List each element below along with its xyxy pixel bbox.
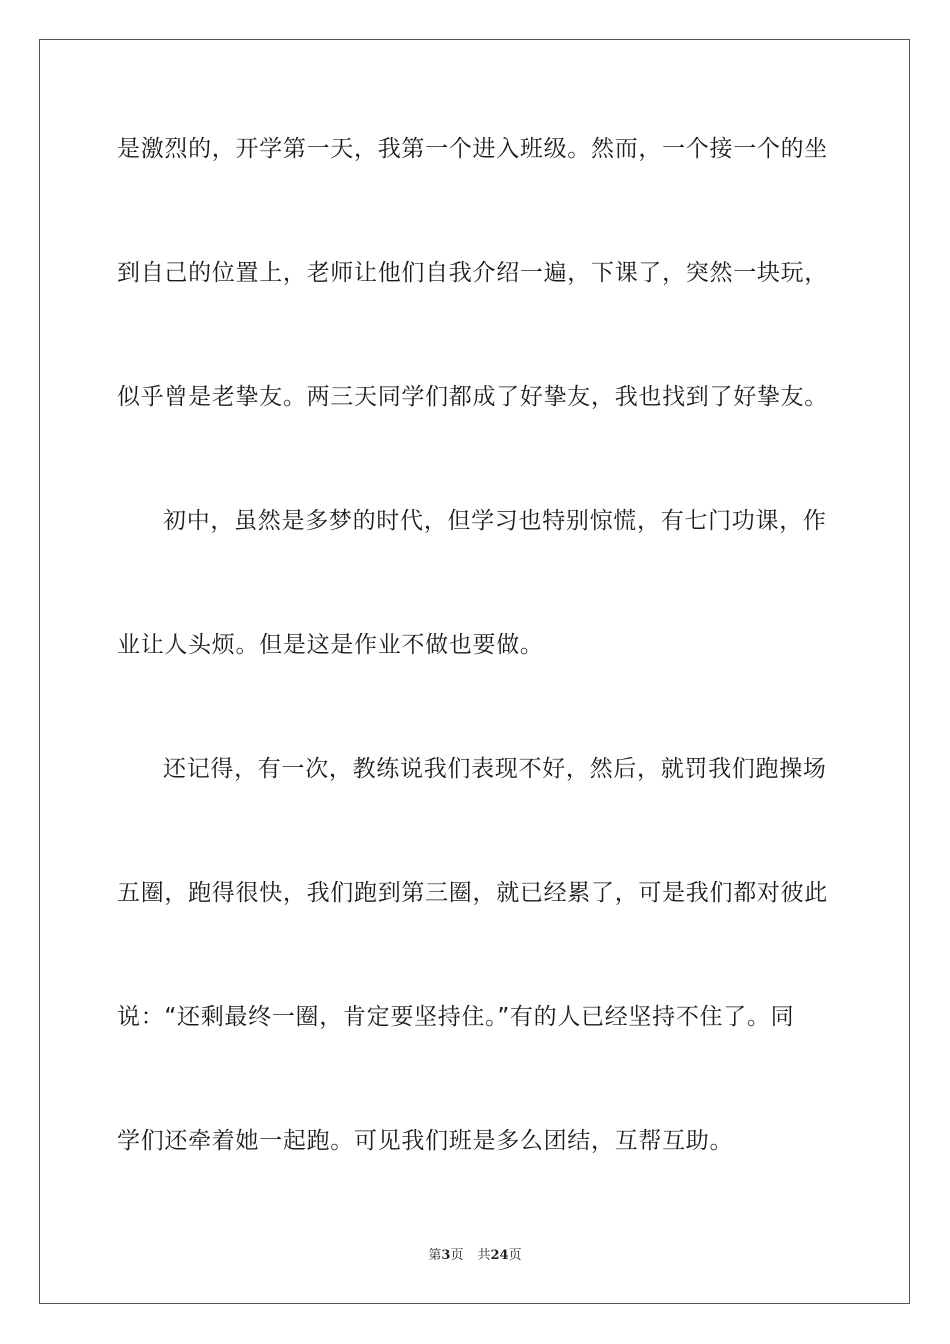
paragraph-start-line: 初中，虽然是多梦的时代，但学习也特别惊慌，有七门功课，作 — [163, 508, 827, 534]
total-pages-number: 24 — [490, 1248, 509, 1263]
text-line-5: 业让人头烦。但是这是作业不做也要做。 — [117, 632, 544, 658]
text-line-1: 是激烈的，开学第一天，我第一个进入班级。然而，一个接一个的坐 — [117, 136, 828, 162]
text-line-8: 说：“还剩最终一圈，肯定要坚持住。”有的人已经坚持不住了。同 — [117, 1004, 795, 1030]
page-label-prefix: 第 — [428, 1248, 442, 1263]
total-label-prefix: 共 — [477, 1248, 491, 1263]
text-line-2: 到自己的位置上，老师让他们自我介绍一遍，下课了，突然一块玩， — [117, 260, 828, 286]
total-label-suffix: 页 — [508, 1248, 522, 1263]
page-border — [39, 39, 910, 1304]
page-label-suffix: 页 — [450, 1248, 464, 1263]
current-page-number: 3 — [441, 1248, 451, 1263]
text-line-3: 似乎曾是老挚友。两三天同学们都成了好挚友，我也找到了好挚友。 — [117, 384, 828, 410]
page-footer — [0, 1247, 950, 1265]
paragraph-start-line: 还记得，有一次，教练说我们表现不好，然后，就罚我们跑操场 — [163, 756, 827, 782]
text-line-7: 五圈，跑得很快，我们跑到第三圈，就已经累了，可是我们都对彼此 — [117, 880, 828, 906]
text-line-9: 学们还牵着她一起跑。可见我们班是多么团结，互帮互助。 — [117, 1128, 734, 1154]
